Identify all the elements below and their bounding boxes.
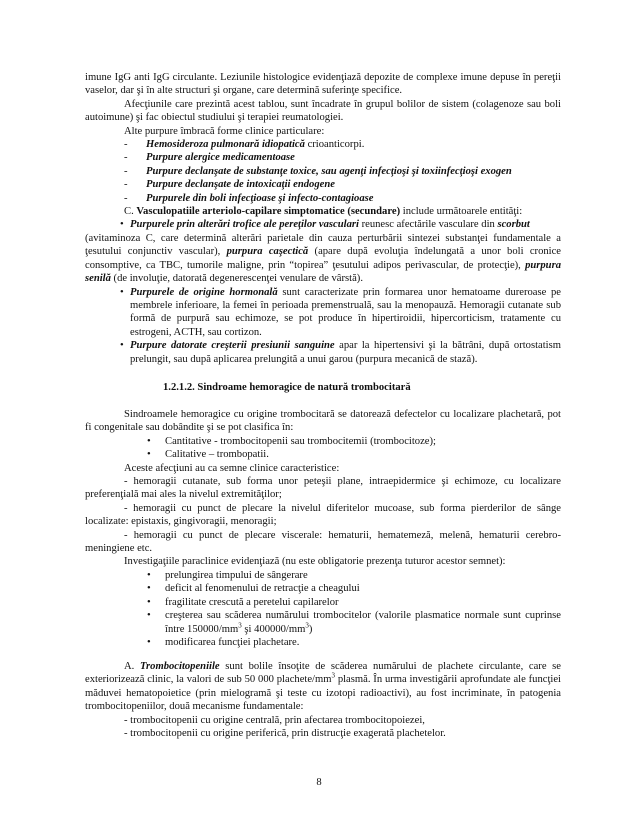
- dash-item-title: Purpure declanşate de intoxicaţii endogene: [146, 179, 335, 191]
- dash-item-title: Purpure alergice medicamentoase: [146, 152, 295, 164]
- dash-item: [85, 192, 561, 205]
- section-thrombocytopenia: [85, 660, 561, 740]
- paragraph-intro: Sindroamele hemoragice cu origine trombocitară se datorează defectelor cu localizare plachetară, pot fi congenitale sau dobândite şi se pot clasifica în:: [85, 409, 561, 434]
- dash-item: [85, 138, 561, 151]
- dash-marker: -: [124, 165, 128, 177]
- section-text: include următoarele entităţi:: [400, 206, 523, 218]
- bullet-item-hormonal: [85, 286, 561, 340]
- bullet-text: Purpurele de origine hormonală sunt caracterizate prin formarea unor hematoame dureroase pe membrele inferioare, la femei în perioada premenstruală, sau la menopauză. Hemoragii cutanate sub formă de purpură sau echimoze, se pot produce în hipertiroidii, hipercorticism, tratamente cu estrogeni, ACTH, sau cortizon.: [130, 286, 562, 338]
- bullet-marker: •: [120, 340, 124, 352]
- bullet-item-trophic: [85, 218, 561, 231]
- bullet-marker: •: [120, 286, 124, 298]
- paragraph-systemic: Afecţiunile care prezintă acest tablou, sunt încadrate în grupul bolilor de sistem (colagenoze sau boli autoimune) şi fac obiectul studiului şi terapiei reumatologiei.: [85, 98, 561, 124]
- dash-item-title: Purpurele din boli infecţioase şi infecto-contagioase: [146, 192, 374, 204]
- section-thrombocytic: [85, 408, 561, 649]
- page-number: 8: [316, 777, 322, 788]
- mechanism-item: - trombocitopenii cu origine periferică, prin distrucţie exagerată plachetelor.: [124, 728, 446, 740]
- dash-item: [85, 165, 561, 178]
- paragraph-other-purpura: Alte purpure îmbracă forme clinice particulare:: [124, 125, 325, 137]
- section-letter: C.: [124, 206, 137, 218]
- classification-item: • Calitative – trombopatii.: [147, 449, 269, 461]
- paragraph-investigations: Investigaţiile paraclinice evidenţiază (nu este obligatorie prezenţa tuturor acestor semnet):: [124, 556, 506, 568]
- bullet-text: Purpurele prin alterări trofice ale pereţilor vasculari reunesc afectările vasculare din scorbut: [130, 219, 530, 231]
- sign-item: - hemoragii cu punct de plecare viscerale: hematurii, hematemeză, melenă, hematurii cerebro-meningiene etc.: [85, 529, 561, 555]
- bullet-item-pressure: [85, 339, 561, 366]
- dash-item-extra: crioanticorpi.: [304, 139, 365, 151]
- section-purpura: [85, 71, 561, 366]
- investigation-item: • creşterea sau scăderea numărului trombocitelor (valorile plasmatice normale sunt cuprinse între $150000/mm^3$ şi $400000/mm^3$): [147, 610, 561, 635]
- dash-marker: -: [124, 152, 128, 164]
- bullet-text: Purpure datorate creşterii presiunii sanguine apar la hipertensivi şi la bătrâni, după ortostatism prelungit, sau după aplicarea prelungită a unui garou (purpura mecanică de stază).: [130, 340, 561, 365]
- section-heading: 1.2.1.2. Sindroame hemoragice de natură trombocitară: [163, 382, 411, 393]
- dash-item-title: Purpure declanşate de substanţe toxice, sau agenţi infecţioşi şi toxiinfecţioşi exogen: [146, 165, 512, 177]
- sign-item: - hemoragii cu punct de plecare la nivelul diferitelor mucoase, sub forma pierderilor de sânge localizate: epistaxis, gingivoragii, menoragii;: [85, 502, 561, 528]
- paragraph-thrombocytopenia: A. Trombocitopeniile sunt bolile însoţite de scăderea numărului de plachete circulante, care se exteriorizează clinic, la valori de sub 50 000 plachete/$mm^3$ plasmă. În urma investigării aprofundate ale funcţiei măduvei hematopoietice (prin mielogramă şi teste cu izotopi radioactivi), au fost incriminate, în patogenia trombocitopeniilor, două mecanisme fundamentale:: [85, 661, 562, 713]
- investigation-item: • prelungirea timpului de sângerare: [147, 569, 308, 581]
- investigation-item: • modificarea funcţiei plachetare.: [147, 636, 300, 648]
- mechanism-item: - trombocitopenii cu origine centrală, prin afectarea trombocitopoiezei,: [124, 714, 425, 726]
- dash-item: [85, 151, 561, 164]
- dash-item: [85, 178, 561, 191]
- bullet-continuation: (avitaminoza C, care determină alterări parietale din cauza perturbării sintezei substanţei fundamentale a ţesutului conjunctiv vascular), purpura caşectică (apare după evoluţia îndelungată a unor boli cronice consomptive, ca TBC, tumorile maligne, prin “topirea” ţesutului adipos perivascular, de protecţie), purpura senilă (de involuţie, datorată degenerescenţei venulare de vârstă).: [85, 232, 562, 285]
- dash-item-title: Hemosideroza pulmonară idiopatică: [146, 139, 305, 151]
- section-title-bold: Vasculopatiile arteriolo-capilare simptomatice (secundare): [136, 206, 401, 218]
- dash-marker: -: [124, 192, 128, 204]
- classification-item: • Cantitative - trombocitopenii sau trombocitemii (trombocitoze);: [147, 435, 436, 447]
- section-heading-block: [85, 381, 561, 394]
- sign-item: - hemoragii cutanate, sub forma unor peteşii plane, intraepidermice şi echimoze, cu localizare preferenţială mai ales la nivelul extremităţilor;: [85, 476, 561, 501]
- dash-marker: -: [124, 139, 128, 151]
- paragraph-signs-intro: Aceste afecţiuni au ca semne clinice caracteristice:: [124, 462, 340, 474]
- dash-marker: -: [124, 179, 128, 191]
- paragraph-vasculopathies: [85, 205, 561, 218]
- paragraph-immune: imune IgG anti IgG circulante. Leziunile histologice evidenţiază depozite de complexe imune depuse în pereţii vaselor, dar şi în alte structuri şi organe, care determină suferinţe specifice.: [85, 72, 561, 97]
- investigation-item: • deficit al fenomenului de retracţie a cheagului: [147, 583, 360, 595]
- bullet-marker: •: [120, 219, 124, 231]
- investigation-item: • fragilitate crescută a peretelui capilarelor: [147, 596, 339, 608]
